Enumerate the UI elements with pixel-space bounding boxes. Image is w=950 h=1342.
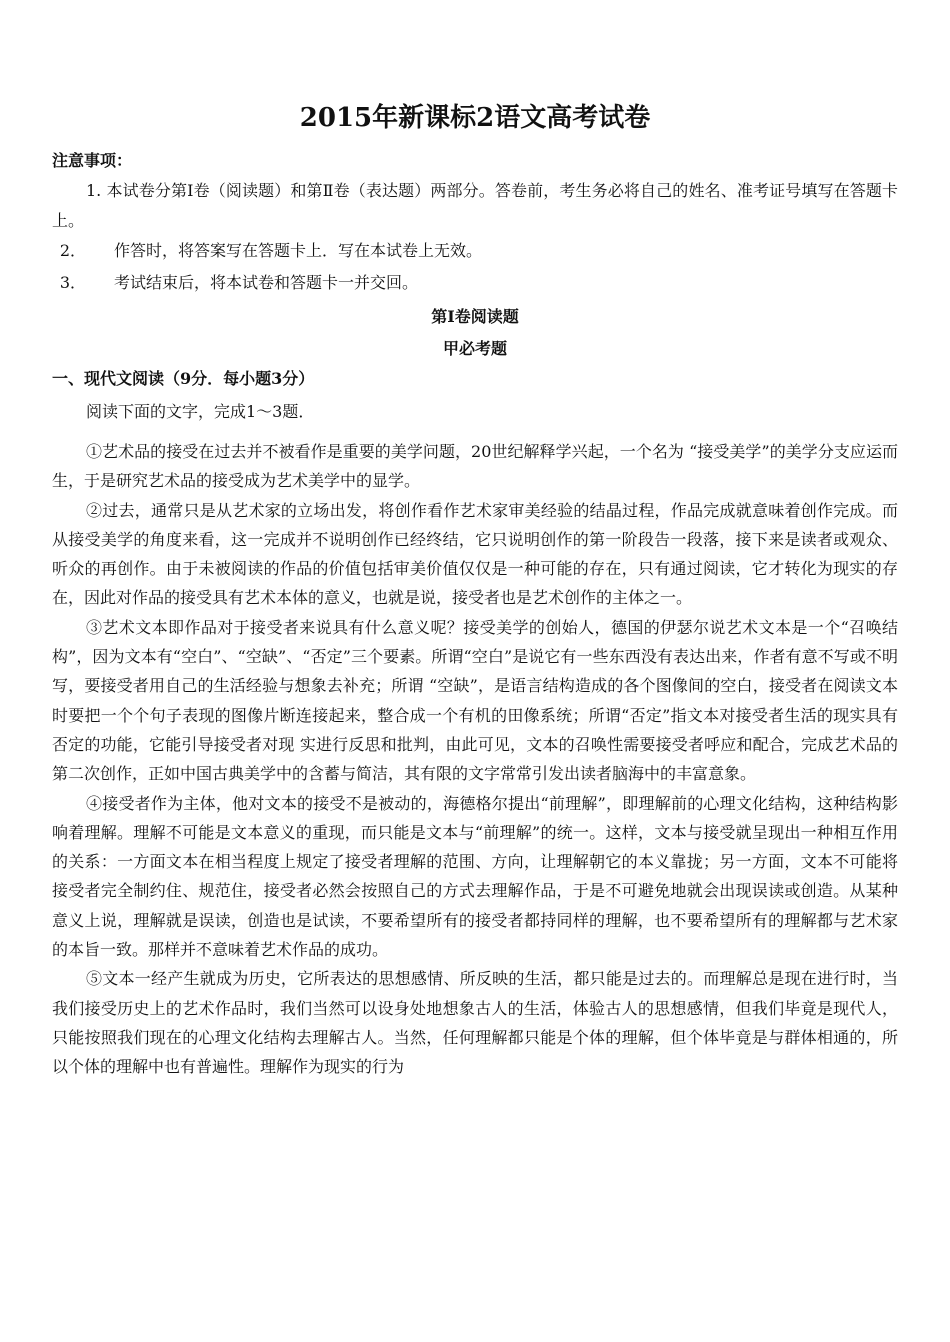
notice-item-2-text: 作答时，将答案写在答题卡上．写在本试卷上无效。 — [114, 241, 483, 260]
reading-passage — [52, 437, 898, 1082]
notice-item-2 — [52, 236, 898, 266]
notice-item-3-text: 考试结束后，将本试卷和答题卡一并交回。 — [114, 273, 419, 292]
part-heading: 一、现代文阅读（9分．每小题3分） — [52, 369, 315, 388]
reading-instruction: 阅读下面的文字，完成1～3题． — [86, 402, 315, 421]
page-title: 2015年新课标2语文高考试卷 — [299, 103, 651, 133]
subsection-title: 甲必考题 — [442, 339, 507, 358]
notice-item-2-number: 2． — [59, 241, 86, 260]
notice-item-3-number: 3． — [59, 273, 86, 292]
passage-paragraph-3: ③艺术文本即作品对于接受者来说具有什么意义呢？接受美学的创始人，德国的伊瑟尔说艺术文本是一个“召唤结构”，因为文本有“空白”、“空缺”、“否定”三个要素。所谓“空白”是说它有一些东西没有表达出来，作者有意不写或不明写，要接受者用自己的生活经验与想象去补充；所谓 “空缺”，是语言结构造成的各个图像间的空白，接受者在阅读文本时要把一个个句子表现的图像片断连接起来，整合成一个有机的田像系统；所谓“否定”指文本对接受者生活的现实具有否定的功能，它能引导接受者对现 实进行反思和批判，由此可见，文本的召唤性需要接受者呼应和配合，完成艺术品的第二次创作，正如中国古典美学中的含蓄与简洁，其有限的文字常常引发出读者脑海中的丰富意象。 — [52, 617, 898, 784]
passage-paragraph-2: ②过去，通常只是从艺术家的立场出发，将创作看作艺术家审美经验的结晶过程，作品完成就意味着创作完成。而从接受美学的角度来看，这一完成并不说明创作已经终结，它只说明创作的第一阶段告一段落，接下来是读者或观众、听众的再创作。由于未被阅读的作品的价值包括审美价值仅仅是一种可能的存在，只有通过阅读，它才转化为现实的存在，因此对作品的接受具有艺术本体的意义，也就是说，接受者也是艺术创作的主体之一。 — [52, 500, 898, 608]
passage-paragraph-1: ①艺术品的接受在过去并不被看作是重要的美学问题，20世纪解释学兴起，一个名为 “接受美学”的美学分支应运而生，于是研究艺术品的接受成为艺术美学中的显学。 — [52, 442, 898, 491]
notice-item-3 — [52, 268, 898, 298]
notice-item-1: 1. 本试卷分第Ⅰ卷（阅读题）和第Ⅱ卷（表达题）两部分。答卷前，考生务必将自己的姓名、准考证号填写在答题卡上。 — [52, 181, 898, 230]
passage-paragraph-4: ④接受者作为主体，他对文本的接受不是被动的，海德格尔提出“前理解”，即理解前的心理文化结构，这种结构影响着理解。理解不可能是文本意义的重现，而只能是文本与“前理解”的统一。这样，文本与接受就呈现出一种相互作用的关系：一方面文本在相当程度上规定了接受者理解的范围、方向，让理解朝它的本义靠拢；另一方面，文本不可能将接受者完全制约住、规范住，接受者必然会按照自己的方式去理解作品，于是不可避免地就会出现误读或创造。从某种意义上说，理解就是误读，创造也是试读，不要希望所有的接受者都持同样的理解，也不要希望所有的理解都与艺术家的本旨一致。那样并不意味着艺术作品的成功。 — [52, 793, 898, 960]
section-title: 第Ⅰ卷阅读题 — [431, 307, 519, 326]
notice-heading: 注意事项： — [52, 151, 133, 170]
passage-paragraph-5: ⑤文本一经产生就成为历史，它所表达的思想感情、所反映的生活，都只能是过去的。而理解总是现在进行时，当我们接受历史上的艺术作品时，我们当然可以设身处地想象古人的生活，体验古人的思想感情，但我们毕竟是现代人，只能按照我们现在的心理文化结构去理解古人。当然，任何理解都只能是个体的理解，但个体毕竟是与群体相通的，所以个体的理解中也有普遍性。理解作为现实的行为 — [52, 969, 898, 1077]
